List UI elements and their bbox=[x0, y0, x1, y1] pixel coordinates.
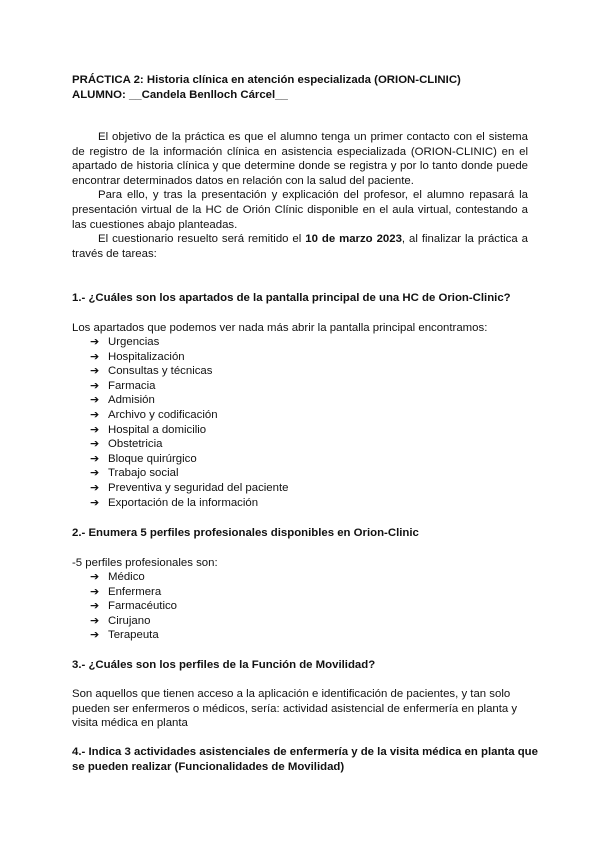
arrow-icon: ➔ bbox=[90, 585, 100, 598]
list-item-label: Bloque quirúrgico bbox=[108, 452, 197, 465]
list-item bbox=[90, 408, 288, 423]
list-item-label: Enfermera bbox=[108, 585, 162, 598]
list-item-label: Admisión bbox=[108, 394, 155, 407]
list-item bbox=[90, 364, 288, 379]
arrow-icon: ➔ bbox=[90, 336, 100, 348]
list-item bbox=[90, 570, 177, 585]
intro-section bbox=[72, 130, 528, 261]
arrow-icon: ➔ bbox=[90, 394, 100, 407]
list-item-label: Farmacéutico bbox=[108, 600, 178, 613]
list-item-label: Urgencias bbox=[108, 336, 160, 348]
arrow-icon: ➔ bbox=[90, 438, 100, 451]
list-item-label: Farmacia bbox=[108, 379, 156, 392]
list-item bbox=[90, 614, 177, 629]
list-item-label: Archivo y codificación bbox=[108, 408, 218, 421]
list-item-label: Trabajo social bbox=[108, 467, 179, 480]
student-name: ALUMNO: __Candela Benlloch Cárcel__ bbox=[72, 88, 288, 101]
arrow-icon: ➔ bbox=[90, 423, 100, 436]
list-item-label: Cirujano bbox=[108, 614, 151, 627]
intro-paragraph-3 bbox=[72, 232, 528, 261]
list-item bbox=[90, 496, 288, 511]
list-item bbox=[90, 466, 288, 481]
arrow-icon: ➔ bbox=[90, 600, 100, 613]
list-item bbox=[90, 481, 288, 496]
arrow-icon: ➔ bbox=[90, 452, 100, 465]
question-3-answer: Son aquellos que tienen acceso a la aplicación e identificación de pacientes, y tan solo pueden ser enfermeros o médicos, sería: actividad asistencial de enfermería en planta y visita médica en planta bbox=[72, 688, 518, 730]
list-item bbox=[90, 423, 288, 438]
question-1: 1.- ¿Cuáles son los apartados de la pantalla principal de una HC de Orion-Clinic? bbox=[72, 292, 511, 304]
arrow-icon: ➔ bbox=[90, 408, 100, 421]
arrow-icon: ➔ bbox=[90, 614, 100, 627]
list-item bbox=[90, 437, 288, 452]
list-item-label: Médico bbox=[108, 571, 145, 583]
question-2: 2.- Enumera 5 perfiles profesionales disponibles en Orion-Clinic bbox=[72, 527, 419, 539]
list-item-label: Hospital a domicilio bbox=[108, 423, 207, 436]
intro-p3-after: , al finalizar la práctica a través de tareas: bbox=[72, 233, 528, 260]
intro-paragraph-1: El objetivo de la práctica es que el alumno tenga un primer contacto con el sistema de registro de la información clínica en asistencia especializada (ORION-CLINIC) en el apartado de historia clínica y que determine donde se registra y por lo tanto donde puede encontrar determinados datos en relación con la salud del paciente. bbox=[72, 131, 528, 187]
due-date: 10 de marzo 2023 bbox=[305, 233, 402, 246]
list-item bbox=[90, 350, 288, 365]
list-item-label: Preventiva y seguridad del paciente bbox=[108, 481, 289, 494]
list-item bbox=[90, 335, 288, 350]
arrow-icon: ➔ bbox=[90, 571, 100, 583]
intro-paragraph-2: Para ello, y tras la presentación y explicación del profesor, el alumno repasará la presentación virtual de la HC de Orión Clínic disponible en el aula virtual, contestando a las cuestiones abajo planteadas. bbox=[72, 189, 528, 231]
list-item bbox=[90, 628, 177, 643]
list-item bbox=[90, 585, 177, 600]
intro-p3-before: El cuestionario resuelto será remitido el bbox=[98, 233, 306, 246]
list-item-label: Exportación de la información bbox=[108, 496, 259, 509]
arrow-icon: ➔ bbox=[90, 629, 100, 642]
arrow-icon: ➔ bbox=[90, 365, 100, 378]
page-title: PRÁCTICA 2: Historia clínica en atención especializada (ORION-CLINIC) bbox=[72, 74, 461, 86]
arrow-icon: ➔ bbox=[90, 379, 100, 392]
question-1-list bbox=[90, 335, 288, 510]
arrow-icon: ➔ bbox=[90, 467, 100, 480]
question-4: 4.- Indica 3 actividades asistenciales de enfermería y de la visita médica en planta que se pueden realizar (Funcionalidades de Movilidad) bbox=[72, 746, 538, 773]
list-item bbox=[90, 393, 288, 408]
list-item-label: Consultas y técnicas bbox=[108, 365, 213, 378]
list-item-label: Hospitalización bbox=[108, 350, 185, 363]
list-item-label: Terapeuta bbox=[108, 629, 159, 642]
arrow-icon: ➔ bbox=[90, 496, 100, 509]
arrow-icon: ➔ bbox=[90, 350, 100, 363]
document-header bbox=[72, 73, 528, 102]
question-3: 3.- ¿Cuáles son los perfiles de la Función de Movilidad? bbox=[72, 659, 376, 671]
question-1-intro: Los apartados que podemos ver nada más abrir la pantalla principal encontramos: bbox=[72, 322, 488, 334]
question-2-list bbox=[90, 570, 177, 643]
list-item bbox=[90, 599, 177, 614]
list-item bbox=[90, 452, 288, 467]
arrow-icon: ➔ bbox=[90, 481, 100, 494]
list-item-label: Obstetricia bbox=[108, 438, 163, 451]
list-item bbox=[90, 379, 288, 394]
question-2-intro: -5 perfiles profesionales son: bbox=[72, 557, 218, 569]
